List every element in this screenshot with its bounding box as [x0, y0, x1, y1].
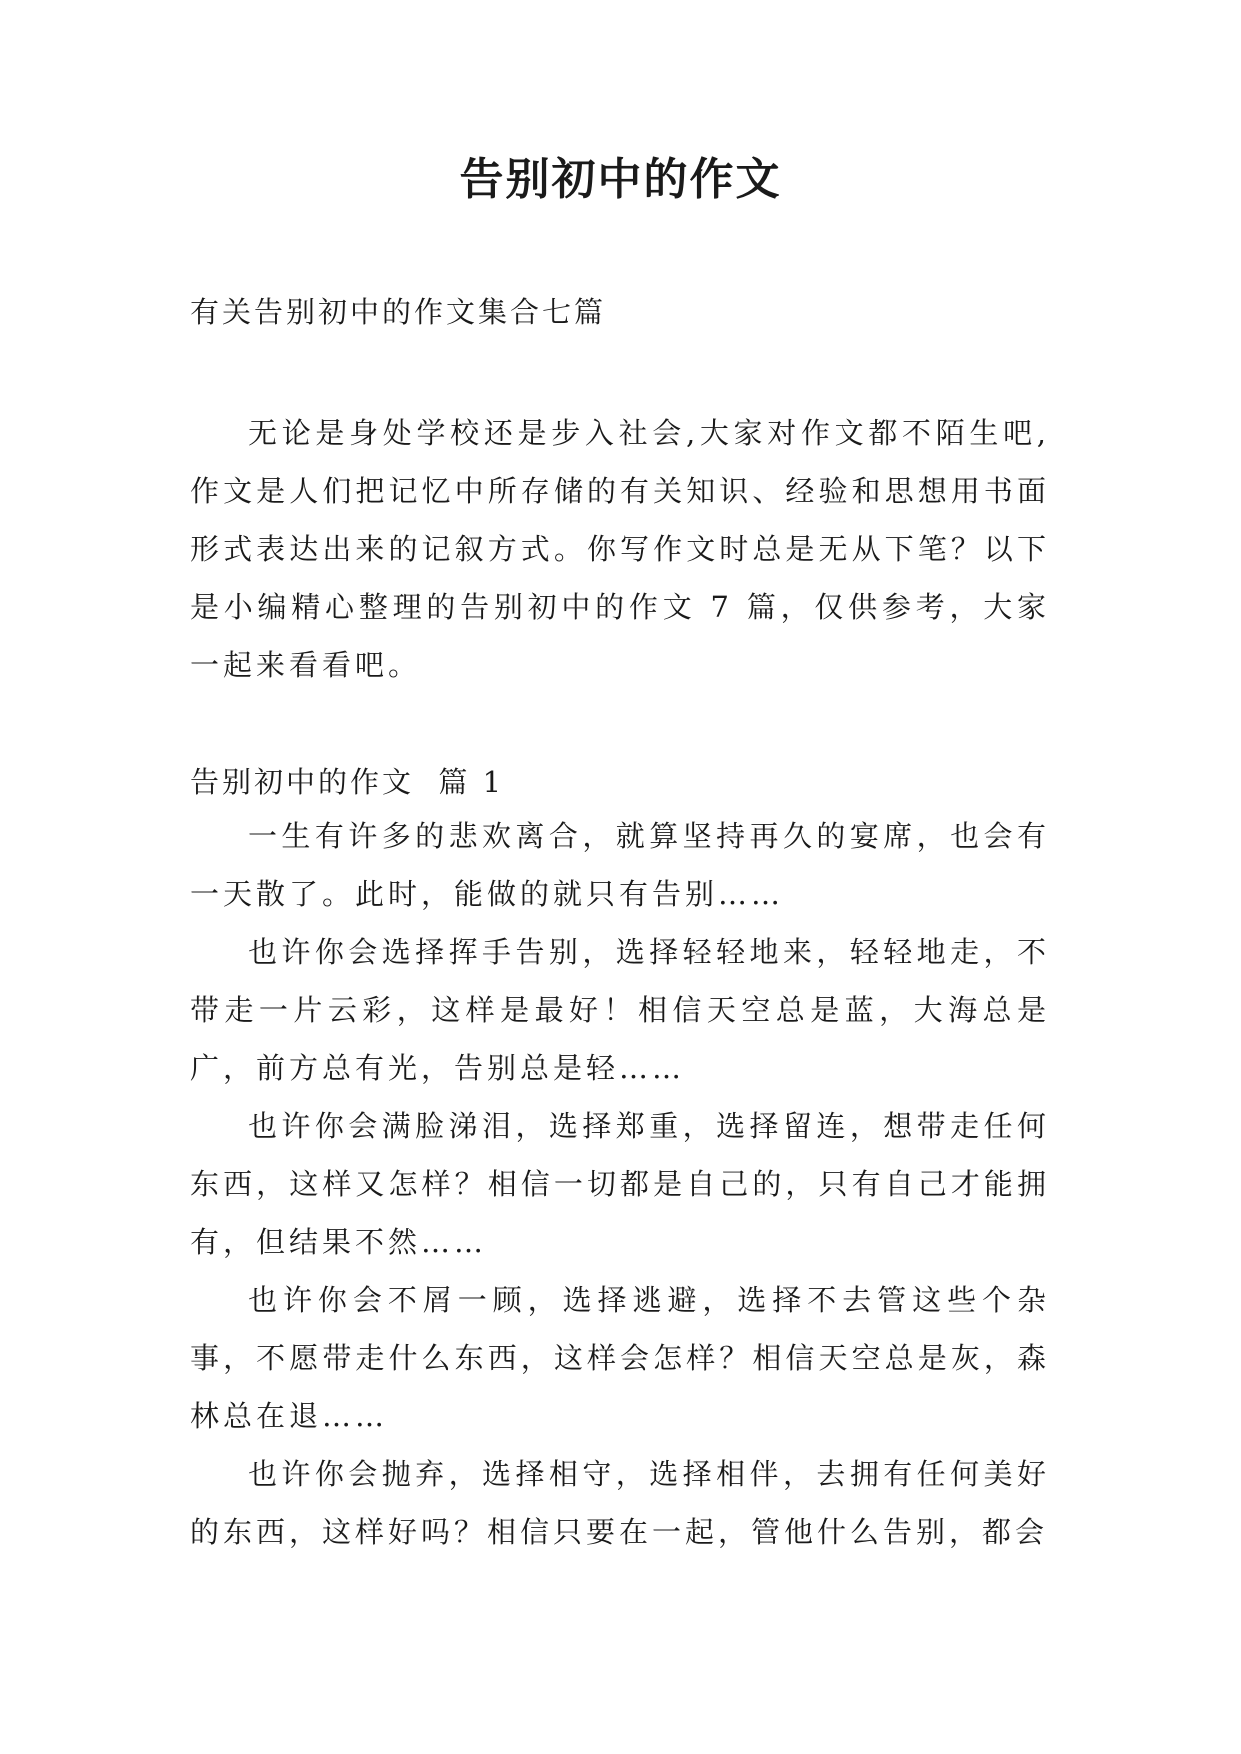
section-heading: 告别初中的作文 篇 1	[190, 765, 505, 799]
essay-paragraph: 也许你会满脸涕泪，选择郑重，选择留连，想带走任何东西，这样又怎样？相信一切都是自己的，只有自己才能拥有，但结果不然……	[190, 1109, 1050, 1259]
essay-paragraph: 也许你会不屑一顾，选择逃避，选择不去管这些个杂事，不愿带走什么东西，这样会怎样？相信天空总是灰，森林总在退……	[190, 1283, 1050, 1433]
document-title: 告别初中的作文	[459, 154, 782, 205]
document-subtitle: 有关告别初中的作文集合七篇	[190, 295, 607, 329]
essay-paragraph: 也许你会选择挥手告别，选择轻轻地来，轻轻地走，不带走一片云彩，这样是最好！相信天空总是蓝，大海总是广，前方总有光，告别总是轻……	[190, 935, 1050, 1085]
intro-block	[190, 404, 1050, 694]
essay-paragraph: 也许你会抛弃，选择相守，选择相伴，去拥有任何美好的东西，这样好吗？相信只要在一起，管他什么告别，都会	[190, 1457, 1050, 1549]
intro-paragraph: 无论是身处学校还是步入社会,大家对作文都不陌生吧,作文是人们把记忆中所存储的有关知识、经验和思想用书面形式表达出来的记叙方式。你写作文时总是无从下笔？以下是小编精心整理的告别初中的作文 7 篇，仅供参考，大家一起来看看吧。	[190, 416, 1050, 682]
essay-paragraph: 一生有许多的悲欢离合，就算坚持再久的宴席，也会有一天散了。此时，能做的就只有告别……	[190, 819, 1050, 911]
essay-body	[190, 807, 1050, 1561]
